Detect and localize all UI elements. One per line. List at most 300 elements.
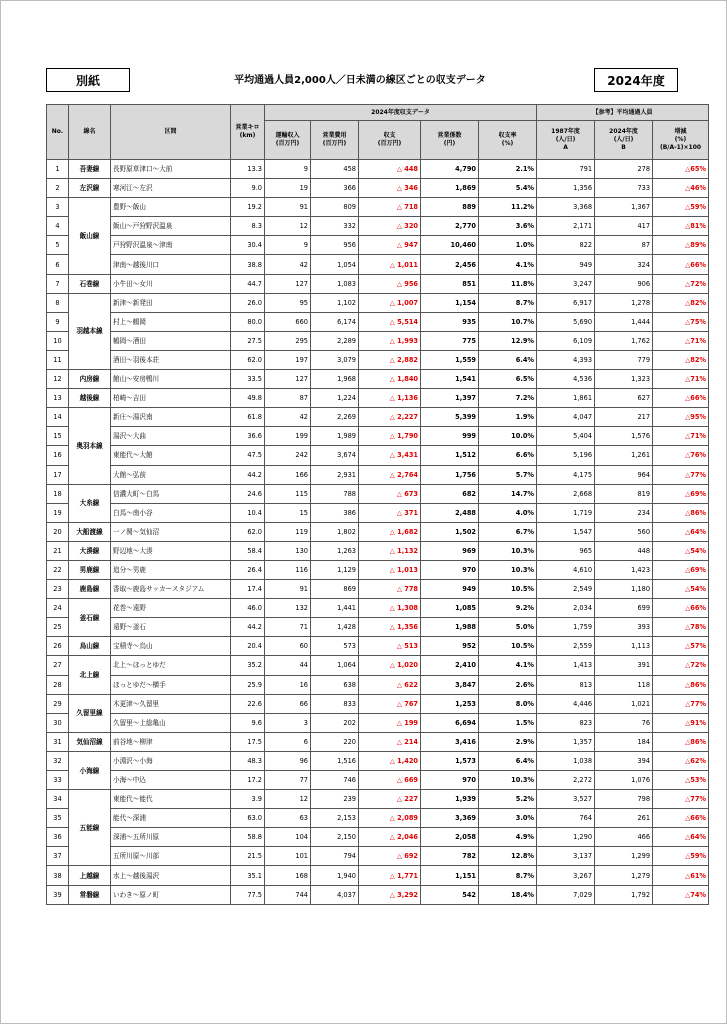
balance: △ 2,089	[359, 809, 421, 828]
passenger-change: △75%	[653, 312, 709, 331]
passengers-2024: 1,576	[595, 427, 653, 446]
balance: △ 1,020	[359, 656, 421, 675]
operating-km: 26.4	[231, 560, 265, 579]
operating-expense: 1,940	[311, 866, 359, 885]
section-name: 香取～鹿島サッカースタジアム	[111, 580, 231, 599]
passengers-2024: 906	[595, 274, 653, 293]
passengers-1987: 822	[537, 236, 595, 255]
passenger-change: △61%	[653, 866, 709, 885]
passengers-1987: 7,029	[537, 885, 595, 904]
section-name: 新庄～湯沢南	[111, 408, 231, 427]
operating-expense: 3,079	[311, 350, 359, 369]
balance: △ 199	[359, 713, 421, 732]
passengers-2024: 261	[595, 809, 653, 828]
row-number: 4	[47, 217, 69, 236]
operating-expense: 332	[311, 217, 359, 236]
passengers-1987: 1,759	[537, 618, 595, 637]
operating-coefficient: 4,790	[421, 160, 479, 179]
operating-km: 17.5	[231, 732, 265, 751]
table-row	[47, 331, 709, 350]
transport-revenue: 60	[265, 637, 311, 656]
operating-km: 35.1	[231, 866, 265, 885]
passengers-2024: 779	[595, 350, 653, 369]
passengers-1987: 2,272	[537, 771, 595, 790]
section-name: 前谷地～柳津	[111, 732, 231, 751]
table-row	[47, 637, 709, 656]
table-row	[47, 809, 709, 828]
passengers-1987: 5,196	[537, 446, 595, 465]
balance-ratio: 5.7%	[479, 465, 537, 484]
operating-km: 30.4	[231, 236, 265, 255]
operating-km: 58.8	[231, 828, 265, 847]
operating-coefficient: 3,847	[421, 675, 479, 694]
operating-coefficient: 1,253	[421, 694, 479, 713]
operating-expense: 1,968	[311, 370, 359, 389]
passengers-1987: 965	[537, 541, 595, 560]
passengers-1987: 3,247	[537, 274, 595, 293]
balance: △ 214	[359, 732, 421, 751]
balance: △ 513	[359, 637, 421, 656]
table-row	[47, 580, 709, 599]
header-balance-ratio: 収支率 (%)	[479, 121, 537, 160]
table-row	[47, 255, 709, 274]
passenger-change: △89%	[653, 236, 709, 255]
passenger-change: △81%	[653, 217, 709, 236]
transport-revenue: 9	[265, 236, 311, 255]
row-number: 32	[47, 751, 69, 770]
section-name: 長野原草津口～大前	[111, 160, 231, 179]
row-number: 33	[47, 771, 69, 790]
table-row	[47, 274, 709, 293]
section-name: 小牛田～女川	[111, 274, 231, 293]
operating-expense: 1,989	[311, 427, 359, 446]
table-row	[47, 694, 709, 713]
operating-coefficient: 935	[421, 312, 479, 331]
passengers-1987: 5,404	[537, 427, 595, 446]
table-row	[47, 350, 709, 369]
line-name: 大糸線	[69, 484, 111, 522]
row-number: 36	[47, 828, 69, 847]
section-name: 北上～ほっとゆだ	[111, 656, 231, 675]
section-name: 花巻～遠野	[111, 599, 231, 618]
row-number: 12	[47, 370, 69, 389]
operating-coefficient: 999	[421, 427, 479, 446]
operating-km: 9.0	[231, 179, 265, 198]
passengers-1987: 4,047	[537, 408, 595, 427]
table-row	[47, 732, 709, 751]
section-name: 鶴岡～酒田	[111, 331, 231, 350]
passengers-2024: 118	[595, 675, 653, 694]
section-name: 久留里～上総亀山	[111, 713, 231, 732]
operating-expense: 1,263	[311, 541, 359, 560]
passengers-2024: 798	[595, 790, 653, 809]
passengers-2024: 1,180	[595, 580, 653, 599]
row-number: 6	[47, 255, 69, 274]
line-name: 羽越本線	[69, 293, 111, 369]
passengers-1987: 5,690	[537, 312, 595, 331]
operating-km: 25.9	[231, 675, 265, 694]
section-name: 小淵沢～小海	[111, 751, 231, 770]
passenger-change: △57%	[653, 637, 709, 656]
balance: △ 2,764	[359, 465, 421, 484]
balance: △ 1,011	[359, 255, 421, 274]
header-section: 区間	[111, 105, 231, 160]
operating-coefficient: 1,573	[421, 751, 479, 770]
row-number: 10	[47, 331, 69, 350]
table-row	[47, 751, 709, 770]
table-row	[47, 560, 709, 579]
transport-revenue: 42	[265, 255, 311, 274]
table-row	[47, 236, 709, 255]
header-operating-coefficient: 営業係数 (円)	[421, 121, 479, 160]
operating-expense: 809	[311, 198, 359, 217]
section-name: 寒河江～左沢	[111, 179, 231, 198]
transport-revenue: 660	[265, 312, 311, 331]
balance-ratio: 12.9%	[479, 331, 537, 350]
passengers-2024: 1,021	[595, 694, 653, 713]
passenger-change: △82%	[653, 350, 709, 369]
passenger-change: △71%	[653, 427, 709, 446]
operating-coefficient: 1,559	[421, 350, 479, 369]
balance-ratio: 10.3%	[479, 560, 537, 579]
operating-km: 13.3	[231, 160, 265, 179]
row-number: 15	[47, 427, 69, 446]
balance-ratio: 1.9%	[479, 408, 537, 427]
balance-ratio: 8.7%	[479, 866, 537, 885]
attachment-label: 別紙	[46, 68, 130, 92]
section-name: 遠野～釜石	[111, 618, 231, 637]
operating-expense: 239	[311, 790, 359, 809]
operating-expense: 3,674	[311, 446, 359, 465]
operating-coefficient: 10,460	[421, 236, 479, 255]
passengers-2024: 466	[595, 828, 653, 847]
balance: △ 2,227	[359, 408, 421, 427]
operating-coefficient: 949	[421, 580, 479, 599]
passengers-1987: 2,668	[537, 484, 595, 503]
operating-km: 36.6	[231, 427, 265, 446]
transport-revenue: 96	[265, 751, 311, 770]
row-number: 23	[47, 580, 69, 599]
passengers-1987: 4,175	[537, 465, 595, 484]
row-number: 37	[47, 847, 69, 866]
operating-expense: 956	[311, 236, 359, 255]
operating-km: 22.6	[231, 694, 265, 713]
passenger-change: △86%	[653, 675, 709, 694]
passengers-2024: 1,279	[595, 866, 653, 885]
header-group-2024: 2024年度収支データ	[265, 105, 537, 121]
section-name: 深浦～五所川原	[111, 828, 231, 847]
row-number: 31	[47, 732, 69, 751]
balance: △ 1,356	[359, 618, 421, 637]
header-no: No.	[47, 105, 69, 160]
operating-km: 58.4	[231, 541, 265, 560]
transport-revenue: 91	[265, 580, 311, 599]
operating-km: 26.0	[231, 293, 265, 312]
passenger-change: △54%	[653, 580, 709, 599]
passengers-2024: 217	[595, 408, 653, 427]
table-row	[47, 389, 709, 408]
section-name: 豊野～飯山	[111, 198, 231, 217]
balance: △ 1,013	[359, 560, 421, 579]
passengers-1987: 1,290	[537, 828, 595, 847]
line-name: 久留里線	[69, 694, 111, 732]
row-number: 5	[47, 236, 69, 255]
transport-revenue: 3	[265, 713, 311, 732]
table-row	[47, 790, 709, 809]
balance-ratio: 10.3%	[479, 771, 537, 790]
passenger-change: △53%	[653, 771, 709, 790]
passenger-change: △78%	[653, 618, 709, 637]
operating-expense: 2,289	[311, 331, 359, 350]
passengers-2024: 324	[595, 255, 653, 274]
row-number: 34	[47, 790, 69, 809]
section-name: 東能代～能代	[111, 790, 231, 809]
section-name: 一ノ関～気仙沼	[111, 522, 231, 541]
section-name: 宝積寺～烏山	[111, 637, 231, 656]
revenue-expense-table	[46, 104, 709, 905]
row-number: 26	[47, 637, 69, 656]
transport-revenue: 19	[265, 179, 311, 198]
transport-revenue: 91	[265, 198, 311, 217]
operating-coefficient: 1,502	[421, 522, 479, 541]
passenger-change: △82%	[653, 293, 709, 312]
passengers-1987: 6,109	[537, 331, 595, 350]
passengers-1987: 2,549	[537, 580, 595, 599]
passenger-change: △66%	[653, 255, 709, 274]
passengers-1987: 3,527	[537, 790, 595, 809]
balance: △ 3,431	[359, 446, 421, 465]
operating-km: 27.5	[231, 331, 265, 350]
operating-coefficient: 969	[421, 541, 479, 560]
line-name: 吾妻線	[69, 160, 111, 179]
operating-expense: 1,083	[311, 274, 359, 293]
row-number: 24	[47, 599, 69, 618]
operating-expense: 1,102	[311, 293, 359, 312]
operating-expense: 1,441	[311, 599, 359, 618]
operating-coefficient: 952	[421, 637, 479, 656]
passengers-2024: 964	[595, 465, 653, 484]
section-name: 東能代～大館	[111, 446, 231, 465]
balance: △ 767	[359, 694, 421, 713]
operating-km: 10.4	[231, 503, 265, 522]
header-group-reference: 【参考】平均通過人員	[537, 105, 709, 121]
row-number: 7	[47, 274, 69, 293]
line-name: 左沢線	[69, 179, 111, 198]
balance-ratio: 4.0%	[479, 503, 537, 522]
balance-ratio: 3.6%	[479, 217, 537, 236]
passenger-change: △71%	[653, 370, 709, 389]
operating-coefficient: 2,058	[421, 828, 479, 847]
table-row	[47, 198, 709, 217]
balance: △ 778	[359, 580, 421, 599]
row-number: 11	[47, 350, 69, 369]
table-row	[47, 885, 709, 904]
operating-expense: 1,516	[311, 751, 359, 770]
fiscal-year-label: 2024年度	[594, 68, 678, 92]
operating-expense: 794	[311, 847, 359, 866]
section-name: 野辺地～大湊	[111, 541, 231, 560]
transport-revenue: 95	[265, 293, 311, 312]
table-row	[47, 465, 709, 484]
operating-expense: 2,150	[311, 828, 359, 847]
row-number: 3	[47, 198, 69, 217]
table-row	[47, 771, 709, 790]
passengers-1987: 1,413	[537, 656, 595, 675]
passenger-change: △95%	[653, 408, 709, 427]
passengers-1987: 4,393	[537, 350, 595, 369]
operating-km: 33.5	[231, 370, 265, 389]
balance: △ 1,132	[359, 541, 421, 560]
balance-ratio: 18.4%	[479, 885, 537, 904]
balance: △ 947	[359, 236, 421, 255]
transport-revenue: 44	[265, 656, 311, 675]
passengers-2024: 560	[595, 522, 653, 541]
operating-km: 62.0	[231, 350, 265, 369]
row-number: 13	[47, 389, 69, 408]
passengers-1987: 3,267	[537, 866, 595, 885]
operating-coefficient: 782	[421, 847, 479, 866]
operating-expense: 1,802	[311, 522, 359, 541]
table-row	[47, 656, 709, 675]
table-row	[47, 293, 709, 312]
balance-ratio: 2.6%	[479, 675, 537, 694]
header-passengers-1987: 1987年度 (人/日) A	[537, 121, 595, 160]
operating-coefficient: 2,488	[421, 503, 479, 522]
passengers-2024: 391	[595, 656, 653, 675]
transport-revenue: 132	[265, 599, 311, 618]
line-name: 石巻線	[69, 274, 111, 293]
balance: △ 2,882	[359, 350, 421, 369]
section-name: ほっとゆだ～横手	[111, 675, 231, 694]
header-balance: 収支 (百万円)	[359, 121, 421, 160]
balance: △ 1,007	[359, 293, 421, 312]
transport-revenue: 199	[265, 427, 311, 446]
operating-km: 44.7	[231, 274, 265, 293]
balance: △ 1,136	[359, 389, 421, 408]
operating-coefficient: 1,988	[421, 618, 479, 637]
transport-revenue: 12	[265, 217, 311, 236]
passengers-1987: 764	[537, 809, 595, 828]
balance-ratio: 10.3%	[479, 541, 537, 560]
operating-km: 47.5	[231, 446, 265, 465]
passengers-2024: 87	[595, 236, 653, 255]
passengers-2024: 1,423	[595, 560, 653, 579]
passenger-change: △76%	[653, 446, 709, 465]
line-name: 越後線	[69, 389, 111, 408]
operating-expense: 366	[311, 179, 359, 198]
section-name: 木更津～久留里	[111, 694, 231, 713]
balance: △ 2,046	[359, 828, 421, 847]
operating-coefficient: 6,694	[421, 713, 479, 732]
passengers-2024: 1,261	[595, 446, 653, 465]
balance: △ 1,790	[359, 427, 421, 446]
operating-coefficient: 970	[421, 771, 479, 790]
passengers-2024: 1,367	[595, 198, 653, 217]
header-passengers-2024: 2024年度 (人/日) B	[595, 121, 653, 160]
passengers-2024: 448	[595, 541, 653, 560]
balance-ratio: 6.5%	[479, 370, 537, 389]
balance-ratio: 5.2%	[479, 790, 537, 809]
table-row	[47, 503, 709, 522]
balance: △ 692	[359, 847, 421, 866]
line-name: 五能線	[69, 790, 111, 866]
passenger-change: △54%	[653, 541, 709, 560]
passengers-2024: 234	[595, 503, 653, 522]
row-number: 25	[47, 618, 69, 637]
passengers-1987: 823	[537, 713, 595, 732]
table-row	[47, 408, 709, 427]
header-revenue: 運輸収入 (百万円)	[265, 121, 311, 160]
transport-revenue: 77	[265, 771, 311, 790]
balance-ratio: 3.0%	[479, 809, 537, 828]
header-km: 営業キロ (km)	[231, 105, 265, 160]
transport-revenue: 168	[265, 866, 311, 885]
row-number: 21	[47, 541, 69, 560]
document-title: 平均通過人員2,000人／日未満の線区ごとの収支データ	[234, 75, 486, 86]
line-name: 気仙沼線	[69, 732, 111, 751]
balance-ratio: 10.7%	[479, 312, 537, 331]
row-number: 35	[47, 809, 69, 828]
operating-coefficient: 1,085	[421, 599, 479, 618]
balance-ratio: 8.7%	[479, 293, 537, 312]
row-number: 30	[47, 713, 69, 732]
balance: △ 320	[359, 217, 421, 236]
balance: △ 718	[359, 198, 421, 217]
table-row	[47, 847, 709, 866]
balance-ratio: 6.4%	[479, 350, 537, 369]
operating-coefficient: 1,756	[421, 465, 479, 484]
table-row	[47, 427, 709, 446]
balance-ratio: 5.0%	[479, 618, 537, 637]
passenger-change: △86%	[653, 732, 709, 751]
balance: △ 1,840	[359, 370, 421, 389]
transport-revenue: 16	[265, 675, 311, 694]
passengers-2024: 1,113	[595, 637, 653, 656]
balance-ratio: 4.1%	[479, 255, 537, 274]
passengers-2024: 1,792	[595, 885, 653, 904]
transport-revenue: 42	[265, 408, 311, 427]
operating-expense: 1,064	[311, 656, 359, 675]
line-name: 大船渡線	[69, 522, 111, 541]
transport-revenue: 63	[265, 809, 311, 828]
operating-km: 62.0	[231, 522, 265, 541]
operating-coefficient: 851	[421, 274, 479, 293]
passenger-change: △66%	[653, 599, 709, 618]
header-change: 増減 (%) (B/A-1)×100	[653, 121, 709, 160]
operating-km: 44.2	[231, 618, 265, 637]
row-number: 9	[47, 312, 69, 331]
transport-revenue: 6	[265, 732, 311, 751]
passengers-2024: 699	[595, 599, 653, 618]
operating-coefficient: 2,456	[421, 255, 479, 274]
operating-coefficient: 1,939	[421, 790, 479, 809]
passengers-1987: 2,034	[537, 599, 595, 618]
table-row	[47, 160, 709, 179]
table-row	[47, 599, 709, 618]
operating-coefficient: 1,512	[421, 446, 479, 465]
passengers-1987: 949	[537, 255, 595, 274]
table-row	[47, 541, 709, 560]
transport-revenue: 66	[265, 694, 311, 713]
passengers-2024: 733	[595, 179, 653, 198]
balance-ratio: 2.9%	[479, 732, 537, 751]
passenger-change: △69%	[653, 484, 709, 503]
line-name: 内房線	[69, 370, 111, 389]
balance: △ 227	[359, 790, 421, 809]
operating-coefficient: 2,770	[421, 217, 479, 236]
passengers-1987: 6,917	[537, 293, 595, 312]
passengers-2024: 1,278	[595, 293, 653, 312]
